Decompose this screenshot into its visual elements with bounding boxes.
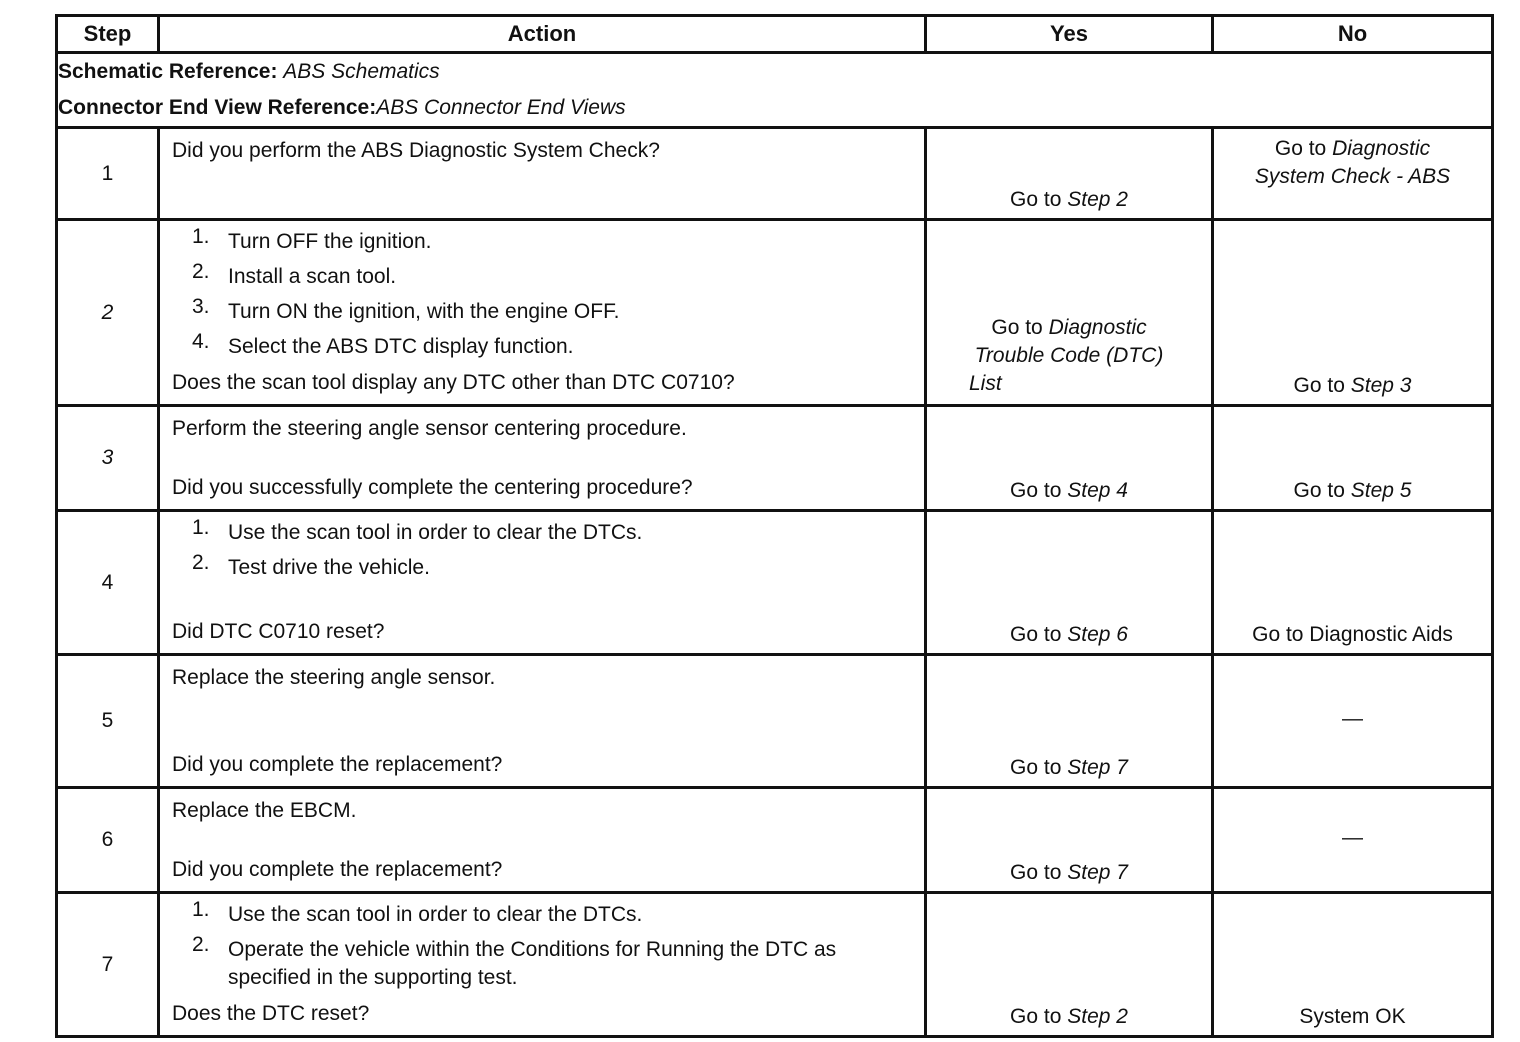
header-action: Action	[159, 16, 926, 53]
step-number: 2	[57, 220, 159, 406]
header-no: No	[1213, 16, 1493, 53]
list-number: 1.	[192, 516, 210, 539]
no-link[interactable]: Diagnostic	[1332, 137, 1431, 160]
go-to-text: Go to	[1010, 756, 1062, 779]
connector-reference-link[interactable]: ABS Connector End Views	[376, 96, 626, 119]
no-cell	[1213, 655, 1493, 788]
table-row	[57, 220, 1493, 406]
list-number: 1.	[192, 225, 210, 248]
no-link[interactable]: Step 5	[1350, 479, 1412, 502]
yes-link[interactable]: Step 6	[1067, 623, 1128, 646]
table-row	[57, 655, 1493, 788]
table-row	[57, 788, 1493, 893]
table-row	[57, 406, 1493, 511]
action-cell	[159, 788, 926, 893]
yes-link[interactable]: Step 2	[1067, 1005, 1128, 1028]
yes-cell	[926, 788, 1213, 893]
reference-row	[57, 53, 1493, 128]
step-number: 7	[57, 893, 159, 1037]
no-cell	[1213, 893, 1493, 1037]
schematic-reference-label: Schematic Reference:	[58, 60, 278, 83]
yes-cell	[926, 893, 1213, 1037]
go-to-text: Go to	[1293, 374, 1345, 397]
list-item: Select the ABS DTC display function.	[228, 335, 574, 358]
action-question: Did DTC C0710 reset?	[172, 620, 385, 643]
go-to-text: Go to	[1293, 479, 1345, 502]
no-link[interactable]: System Check - ABS	[1254, 165, 1451, 188]
no-dash: —	[1342, 707, 1363, 730]
step-number: 1	[57, 128, 159, 220]
no-link[interactable]: Step 3	[1350, 374, 1412, 397]
list-number: 2.	[192, 260, 210, 283]
step-number: 4	[57, 511, 159, 655]
action-instruction: Perform the steering angle sensor centering procedure.	[172, 417, 687, 440]
action-question: Did you perform the ABS Diagnostic System Check?	[172, 139, 660, 162]
step-number: 3	[57, 406, 159, 511]
list-item: Turn ON the ignition, with the engine OFF.	[228, 300, 620, 323]
action-cell	[159, 406, 926, 511]
action-cell	[159, 655, 926, 788]
action-cell	[159, 220, 926, 406]
yes-link[interactable]: List	[969, 372, 1002, 395]
go-to-text: Go to	[1010, 479, 1062, 502]
action-question: Did you complete the replacement?	[172, 858, 503, 881]
list-number: 2.	[192, 551, 210, 574]
action-instruction: Replace the EBCM.	[172, 799, 357, 822]
list-item: Test drive the vehicle.	[228, 556, 430, 579]
header-step: Step	[57, 16, 159, 53]
yes-link[interactable]: Diagnostic	[1048, 316, 1147, 339]
yes-link[interactable]: Step 4	[1067, 479, 1128, 502]
go-to-text: Go to	[1274, 137, 1327, 160]
step-number: 5	[57, 655, 159, 788]
no-link[interactable]: Go to Diagnostic Aids	[1252, 623, 1453, 646]
yes-link[interactable]: Step 7	[1067, 861, 1128, 884]
list-item: Use the scan tool in order to clear the DTCs.	[228, 521, 643, 544]
list-number: 1.	[192, 898, 210, 921]
no-cell	[1213, 406, 1493, 511]
yes-cell	[926, 511, 1213, 655]
list-item: Install a scan tool.	[228, 265, 397, 288]
action-cell	[159, 893, 926, 1037]
list-number: 4.	[192, 330, 210, 353]
reference-cell	[57, 53, 1493, 128]
go-to-text: Go to	[991, 316, 1043, 339]
no-cell	[1213, 788, 1493, 893]
table-row	[57, 511, 1493, 655]
header-yes: Yes	[926, 16, 1213, 53]
no-result: System OK	[1299, 1005, 1406, 1028]
list-item: Use the scan tool in order to clear the DTCs.	[228, 903, 643, 926]
no-dash: —	[1342, 826, 1363, 849]
action-question: Does the DTC reset?	[172, 1002, 370, 1025]
go-to-text: Go to	[1010, 188, 1062, 211]
go-to-text: Go to	[1010, 861, 1062, 884]
go-to-text: Go to	[1010, 623, 1062, 646]
connector-reference-label: Connector End View Reference:	[58, 96, 377, 119]
yes-cell	[926, 406, 1213, 511]
action-instruction: Replace the steering angle sensor.	[172, 666, 496, 689]
header-row	[57, 16, 1493, 53]
yes-link[interactable]: Step 2	[1067, 188, 1128, 211]
list-number: 2.	[192, 933, 210, 956]
action-question: Did you successfully complete the centering procedure?	[172, 476, 693, 499]
table-row	[57, 893, 1493, 1037]
action-cell	[159, 128, 926, 220]
yes-cell	[926, 655, 1213, 788]
yes-link[interactable]: Trouble Code (DTC)	[974, 344, 1164, 367]
yes-cell	[926, 220, 1213, 406]
yes-cell	[926, 128, 1213, 220]
list-item: Operate the vehicle within the Conditions for Running the DTC as specified in the supporting test.	[228, 938, 837, 989]
no-cell	[1213, 220, 1493, 406]
action-cell	[159, 511, 926, 655]
no-cell	[1213, 511, 1493, 655]
action-question: Does the scan tool display any DTC other than DTC C0710?	[172, 371, 735, 394]
step-number: 6	[57, 788, 159, 893]
list-number: 3.	[192, 295, 210, 318]
go-to-text: Go to	[1010, 1005, 1062, 1028]
diagnostic-table	[55, 14, 1494, 1038]
action-question: Did you complete the replacement?	[172, 753, 503, 776]
yes-link[interactable]: Step 7	[1067, 756, 1128, 779]
table-row	[57, 128, 1493, 220]
schematic-reference-link[interactable]: ABS Schematics	[283, 60, 440, 83]
list-item: Turn OFF the ignition.	[228, 230, 432, 253]
no-cell	[1213, 128, 1493, 220]
